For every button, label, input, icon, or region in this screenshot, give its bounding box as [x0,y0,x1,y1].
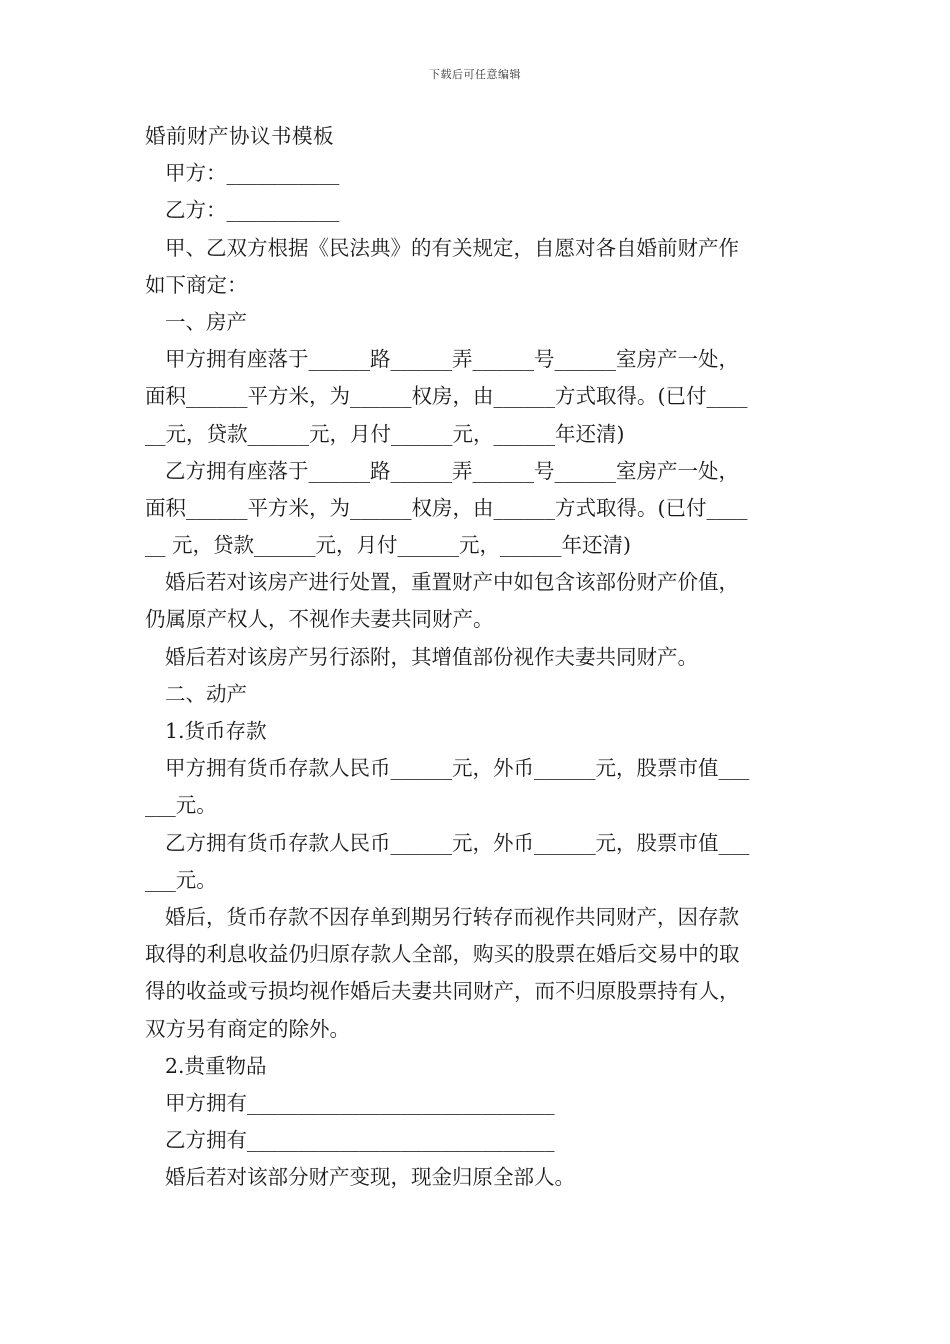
paragraph-line: 仍属原产权人，不视作夫妻共同财产。 [145,607,494,632]
document-lines [145,155,810,1196]
paragraph-line: 乙方拥有货币存款人民币______元，外币______元，股票市值___ [165,830,750,855]
paragraph-line: 甲方拥有货币存款人民币______元，外币______元，股票市值___ [165,756,750,781]
paragraph-line: 取得的利息收益仍归原存款人全部，购买的股票在婚后交易中的取 [145,942,740,967]
paragraph-line: 双方另有商定的除外。 [145,1016,350,1041]
paragraph-line: 一、房产 [165,309,247,334]
paragraph-line: ___元。 [145,793,217,818]
paragraph-line: __ 元，贷款______元，月付______元，______年还清) [145,533,632,558]
paragraph-line: 甲、乙双方根据《民法典》的有关规定，自愿对各自婚前财产作 [165,235,739,260]
paragraph-line: 得的收益或亏损均视作婚后夫妻共同财产，而不归原股票持有人， [145,979,740,1004]
paragraph-line: ___元。 [145,867,217,892]
paragraph-line: 婚后，货币存款不因存单到期另行转存而视作共同财产，因存款 [165,904,739,929]
paragraph-line: 婚后若对该部分财产变现，现金归原全部人。 [165,1165,575,1190]
header-note: 下载后可任意编辑 [429,68,521,81]
paragraph-line: 面积______平方米，为______权房，由______方式取得。(已付____ [145,495,748,520]
paragraph-line: 甲方：___________ [165,161,340,186]
paragraph-line: __元，贷款______元，月付______元，______年还清) [145,421,625,446]
document-title: 婚前财产协议书模板 [145,124,334,148]
paragraph-line: 1.货币存款 [165,719,267,743]
paragraph-line: 如下商定： [145,272,248,297]
paragraph-line: 乙方拥有座落于______路______弄______号______室房产一处， [165,458,739,483]
paragraph-line: 2.贵重物品 [165,1053,267,1078]
paragraph-line: 面积______平方米，为______权房，由______方式取得。(已付____ [145,384,748,409]
paragraph-line: 二、动产 [165,681,247,706]
paragraph-line: 甲方拥有座落于______路______弄______号______室房产一处， [165,347,739,372]
document-body [145,118,810,1196]
paragraph-line: 乙方拥有______________________________ [165,1128,555,1153]
paragraph-line: 乙方：___________ [165,198,340,223]
paragraph-line: 甲方拥有______________________________ [165,1090,555,1115]
paragraph-line: 婚后若对该房产进行处置，重置财产中如包含该部份财产价值， [165,570,739,595]
paragraph-line: 婚后若对该房产另行添附，其增值部份视作夫妻共同财产。 [165,644,698,669]
